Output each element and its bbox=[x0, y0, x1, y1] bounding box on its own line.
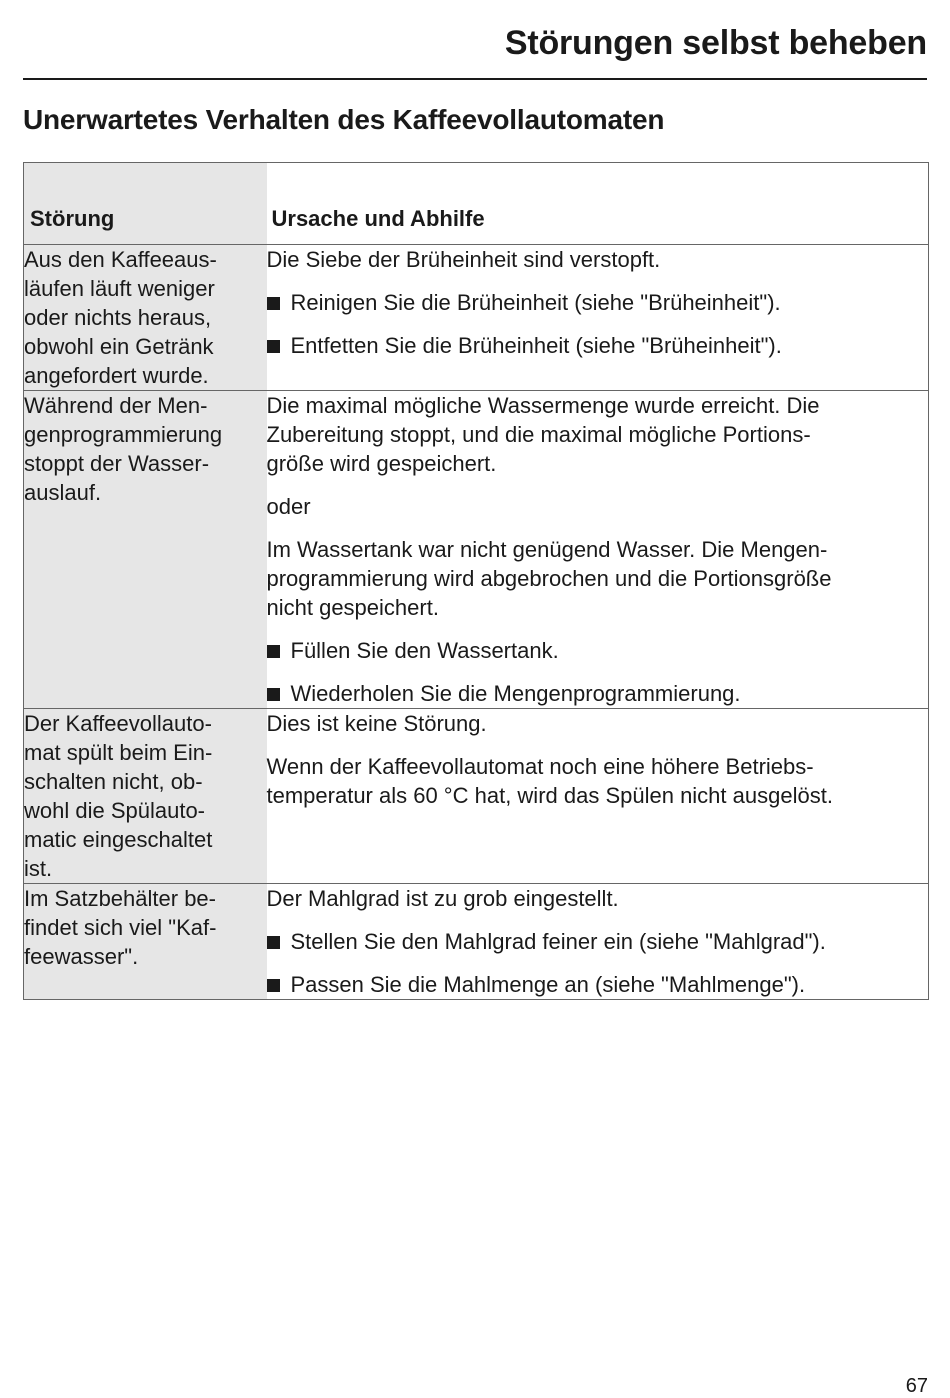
column-header-problem: Störung bbox=[24, 163, 267, 245]
table-row bbox=[24, 391, 929, 709]
remedy-text: Stellen Sie den Mahlgrad feiner ein (siehe "Mahlgrad"). bbox=[290, 929, 826, 954]
section-title: Unerwartetes Verhalten des Kaffeevollautomaten bbox=[23, 104, 665, 135]
remedy-text: Reinigen Sie die Brüheinheit (siehe "Brüheinheit"). bbox=[290, 290, 781, 315]
table-row bbox=[24, 709, 929, 884]
troubleshooting-table bbox=[23, 162, 929, 1000]
table-row bbox=[24, 245, 929, 391]
remedy-text: Passen Sie die Mahlmenge an (siehe "Mahlmenge"). bbox=[290, 972, 806, 997]
cause-text: Wenn der Kaffeevollautomat noch eine höhere Betriebs- temperatur als 60 °C hat, wird das Spülen nicht ausgelöst. bbox=[266, 754, 833, 808]
remedy-bullet bbox=[267, 679, 929, 708]
square-bullet-icon bbox=[267, 936, 280, 949]
problem-text: Der Kaffeevollauto- mat spült beim Ein- schalten nicht, ob- wohl die Spülauto- matic eingeschaltet ist. bbox=[24, 711, 213, 881]
cause-text: Die maximal mögliche Wassermenge wurde erreicht. Die Zubereitung stoppt, und die maximal mögliche Portions- größe wird gespeichert. bbox=[266, 393, 820, 476]
chapter-title: Störungen selbst beheben bbox=[504, 24, 927, 62]
problem-cell bbox=[24, 884, 267, 1000]
cause-text: Dies ist keine Störung. bbox=[266, 711, 487, 736]
problem-cell bbox=[24, 245, 267, 391]
remedy-text: Füllen Sie den Wassertank. bbox=[290, 638, 559, 663]
square-bullet-icon bbox=[267, 297, 280, 310]
cause-remedy-cell bbox=[267, 245, 929, 391]
problem-text: Im Satzbehälter be- findet sich viel "Kaf- feewasser". bbox=[24, 886, 217, 969]
table-row bbox=[24, 884, 929, 1000]
cause-text: oder bbox=[266, 494, 311, 519]
remedy-text: Entfetten Sie die Brüheinheit (siehe "Brüheinheit"). bbox=[290, 333, 782, 358]
problem-cell bbox=[24, 709, 267, 884]
square-bullet-icon bbox=[267, 979, 280, 992]
remedy-bullet bbox=[267, 331, 929, 360]
square-bullet-icon bbox=[267, 688, 280, 701]
square-bullet-icon bbox=[267, 645, 280, 658]
page-header bbox=[23, 0, 927, 80]
cause-text: Im Wassertank war nicht genügend Wasser. Die Mengen- programmierung wird abgebrochen und die Portionsgröße nicht gespeichert. bbox=[266, 537, 832, 620]
remedy-bullet bbox=[267, 288, 929, 317]
cause-remedy-cell bbox=[267, 391, 929, 709]
page-number: 67 bbox=[905, 1375, 928, 1397]
table-header-row bbox=[24, 163, 929, 245]
column-header-fix: Ursache und Abhilfe bbox=[267, 163, 929, 245]
problem-text: Aus den Kaffeeaus- läufen läuft weniger oder nichts heraus, obwohl ein Getränk angefordert wurde. bbox=[24, 247, 217, 388]
cause-remedy-cell bbox=[267, 709, 929, 884]
remedy-bullet bbox=[267, 970, 929, 999]
problem-text: Während der Men- genprogrammierung stoppt der Wasser- auslauf. bbox=[24, 393, 223, 505]
square-bullet-icon bbox=[267, 340, 280, 353]
cause-remedy-cell bbox=[267, 884, 929, 1000]
cause-text: Die Siebe der Brüheinheit sind verstopft. bbox=[266, 247, 661, 272]
problem-cell bbox=[24, 391, 267, 709]
cause-text: Der Mahlgrad ist zu grob eingestellt. bbox=[266, 886, 619, 911]
remedy-bullet bbox=[267, 927, 929, 956]
remedy-bullet bbox=[267, 636, 929, 665]
remedy-text: Wiederholen Sie die Mengenprogrammierung. bbox=[290, 681, 741, 706]
